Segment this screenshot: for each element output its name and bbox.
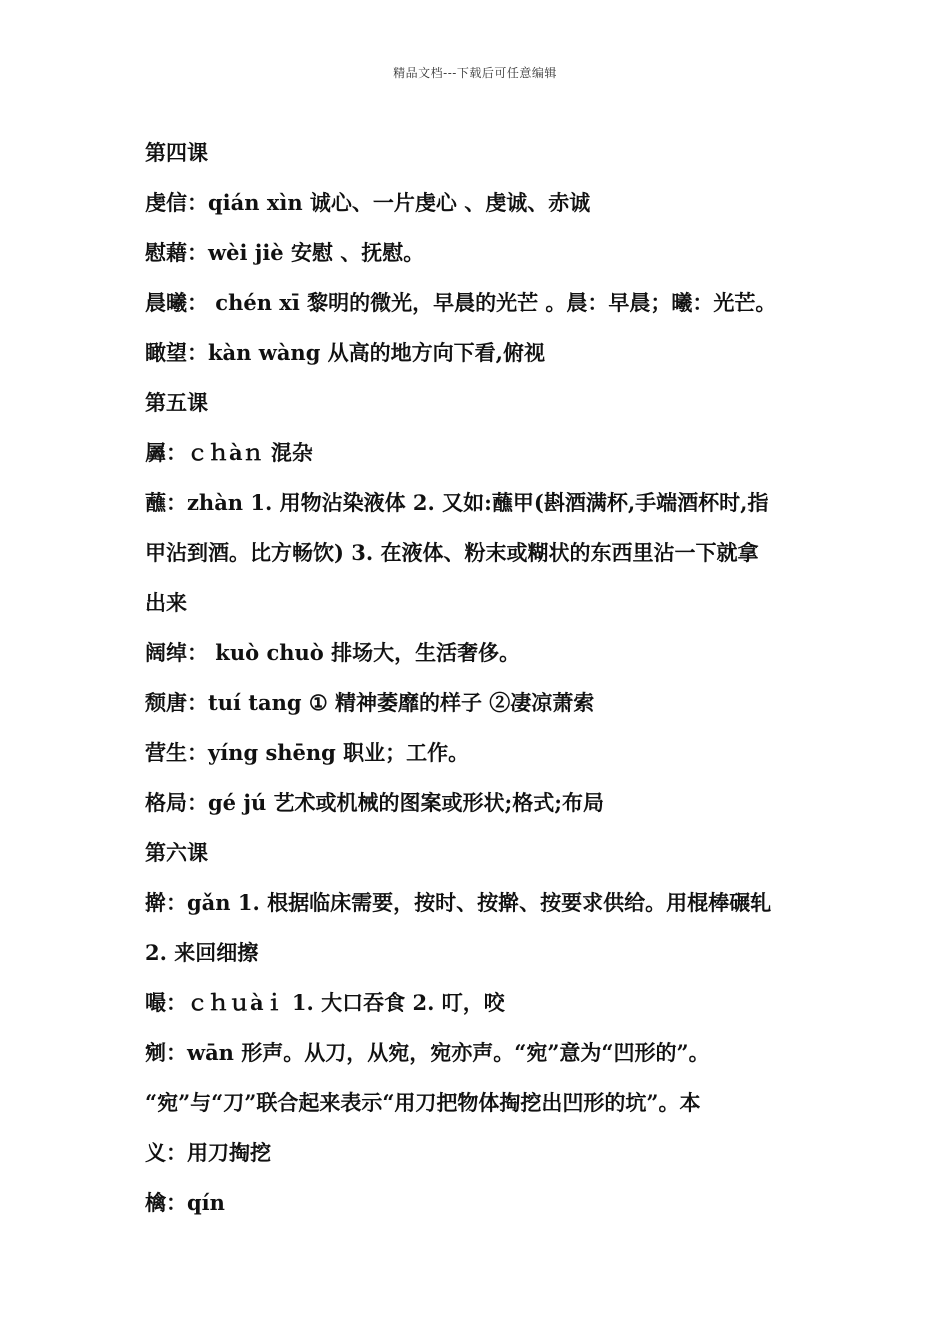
vocab-entry-continuation: 2. 来回细擦 bbox=[145, 940, 259, 965]
vocab-entry-continuation: 甲沾到酒。比方畅饮) 3. 在液体、粉末或糊状的东西里沾一下就拿 bbox=[145, 540, 759, 565]
vocab-entry: 擀：gǎn 1. 根据临床需要，按时、按擀、按要求供给。用棍棒碾轧 bbox=[145, 890, 772, 915]
vocab-entry: 格局：gé jú 艺术或机械的图案或形状;格式;布局 bbox=[145, 790, 605, 815]
vocab-entry: 剜：wān 形声。从刀，从宛，宛亦声。“宛”意为“凹形的”。 bbox=[145, 1040, 710, 1065]
lesson-heading-5: 第五课 bbox=[145, 390, 208, 415]
vocab-entry: 瞰望：kàn wàng 从高的地方向下看,俯视 bbox=[145, 340, 545, 365]
vocab-entry: 阔绰： kuò chuò 排场大，生活奢侈。 bbox=[145, 640, 521, 665]
vocab-entry: 营生：yíng shēng 职业；工作。 bbox=[145, 740, 470, 765]
vocab-entry: 颓唐：tuí tang ① 精神萎靡的样子 ②凄凉萧索 bbox=[145, 690, 595, 715]
vocab-entry-continuation: 出来 bbox=[145, 590, 187, 615]
vocab-entry: 晨曦： chén xī 黎明的微光，早晨的光芒 。晨：早晨；曦：光芒。 bbox=[145, 290, 777, 315]
document-body bbox=[145, 128, 825, 1228]
vocab-entry: 檎：qín bbox=[145, 1190, 225, 1215]
vocab-entry: 慰藉：wèi jiè 安慰 、抚慰。 bbox=[145, 240, 425, 265]
page-header: 精品文档---下载后可任意编辑 bbox=[393, 66, 557, 80]
vocab-entry: 嘬：ｃｈｕàｉ 1. 大口吞食 2. 叮，咬 bbox=[145, 990, 505, 1015]
vocab-entry: 羼：ｃｈàｎ 混杂 bbox=[145, 440, 313, 465]
vocab-entry: 蘸：zhàn 1. 用物沾染液体 2. 又如:蘸甲(斟酒满杯,手端酒杯时,指 bbox=[145, 490, 769, 515]
vocab-entry-continuation: 义：用刀掏挖 bbox=[145, 1140, 271, 1165]
vocab-entry-continuation: “宛”与“刀”联合起来表示“用刀把物体掏挖出凹形的坑”。本 bbox=[145, 1090, 701, 1115]
lesson-heading-6: 第六课 bbox=[145, 840, 208, 865]
vocab-entry: 虔信：qián xìn 诚心、一片虔心 、虔诚、赤诚 bbox=[145, 190, 591, 215]
lesson-heading-4: 第四课 bbox=[145, 140, 208, 165]
